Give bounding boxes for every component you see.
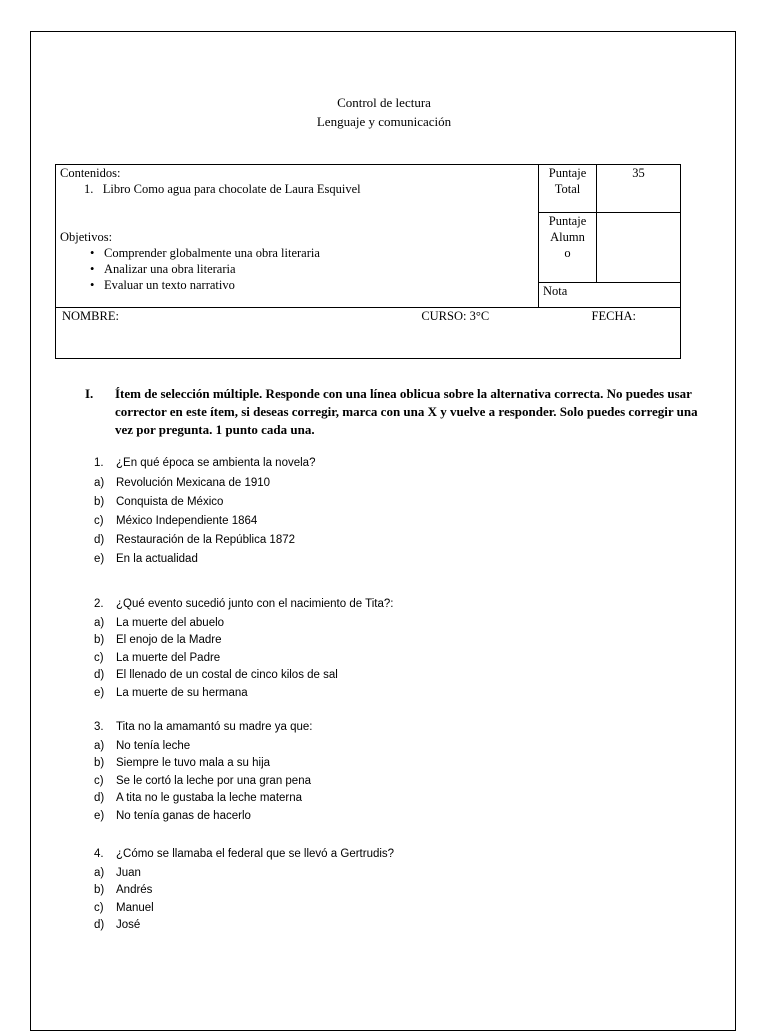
option-item[interactable] (94, 493, 594, 512)
objetivo-item: • Analizar una obra literaria (90, 261, 534, 277)
curso-label: CURSO: 3°C (421, 309, 490, 323)
objetivos-list (60, 245, 534, 293)
option-text: La muerte del Padre (116, 651, 221, 664)
option-item[interactable] (94, 808, 594, 826)
option-label: b) (94, 757, 105, 769)
option-item[interactable] (94, 667, 594, 685)
option-label: b) (94, 634, 105, 646)
nombre-label: NOMBRE: (62, 309, 119, 323)
nota-label: Nota (543, 284, 568, 299)
question-number: 4. (94, 848, 104, 860)
option-item[interactable] (94, 882, 594, 900)
question-number: 1. (94, 457, 104, 469)
puntaje-alumno-label (539, 212, 597, 283)
option-label: c) (94, 651, 104, 664)
question-number: 3. (94, 721, 104, 733)
option-item[interactable] (94, 550, 594, 569)
option-item[interactable] (94, 773, 594, 791)
puntaje-alumno-field[interactable] (597, 212, 681, 283)
option-text: Se le cortó la leche por una gran pena (116, 774, 311, 787)
option-text: A tita no le gustaba la leche materna (116, 792, 303, 804)
option-label: e) (94, 686, 105, 699)
option-text: El enojo de la Madre (116, 634, 222, 646)
option-label: a) (94, 616, 105, 629)
option-text: Siempre le tuvo mala a su hija (116, 757, 271, 769)
option-text: No tenía ganas de hacerlo (116, 809, 251, 822)
option-text: No tenía leche (116, 739, 191, 752)
option-item[interactable] (94, 738, 594, 756)
document-title: Control de lectura (337, 95, 431, 110)
option-label: b) (94, 496, 105, 508)
option-label: e) (94, 553, 105, 565)
question-block (94, 719, 594, 825)
fecha-label: FECHA: (591, 309, 636, 323)
option-text: El llenado de un costal de cinco kilos de sal (116, 669, 338, 681)
question-text: Tita no la amamantó su madre ya que: (116, 721, 313, 733)
option-item[interactable] (94, 685, 594, 703)
contenido-number: 1. (84, 182, 94, 196)
contents-cell (56, 165, 539, 308)
option-label: a) (94, 866, 105, 879)
puntaje-total-label (539, 165, 597, 213)
option-item[interactable] (94, 512, 594, 531)
option-text: Revolución Mexicana de 1910 (116, 477, 271, 489)
option-item[interactable] (94, 474, 594, 493)
option-label: d) (94, 919, 105, 931)
student-info-row (56, 308, 681, 359)
contenido-text: Libro Como agua para chocolate de Laura Esquivel (102, 182, 361, 196)
option-item[interactable] (94, 531, 594, 550)
question-block (94, 846, 594, 935)
option-item[interactable] (94, 790, 594, 808)
option-label: c) (94, 901, 104, 914)
puntaje-total-label-line1: Puntaje (548, 166, 587, 180)
objetivos-label: Objetivos: (60, 230, 113, 244)
option-item[interactable] (94, 917, 594, 935)
section-number: I. (85, 386, 94, 401)
puntaje-alumno-label-line1: Puntaje (548, 213, 587, 228)
option-text: Juan (116, 866, 141, 879)
option-text: La muerte del abuelo (116, 616, 225, 629)
option-item[interactable] (94, 755, 594, 773)
question-text: ¿En qué época se ambienta la novela? (116, 457, 316, 469)
objetivo-item: • Evaluar un texto narrativo (90, 277, 534, 293)
option-label: a) (94, 477, 105, 489)
option-text: En la actualidad (116, 553, 198, 565)
option-text: Andrés (116, 884, 153, 896)
option-item[interactable] (94, 650, 594, 668)
contenido-item (60, 181, 534, 197)
option-text: José (116, 919, 141, 931)
question-text: ¿Cómo se llamaba el federal que se llevó a Gertrudis? (116, 848, 395, 860)
question-text: ¿Qué evento sucedió junto con el nacimiento de Tita?: (116, 598, 394, 610)
option-label: c) (94, 515, 104, 527)
option-label: e) (94, 809, 105, 822)
option-text: La muerte de su hermana (116, 686, 248, 699)
puntaje-total-label-line2: Total (554, 182, 581, 196)
info-table (55, 164, 681, 359)
question-number: 2. (94, 598, 104, 610)
option-text: Restauración de la República 1872 (116, 534, 296, 546)
option-text: Conquista de México (116, 496, 224, 508)
puntaje-alumno-label-line2: Alumn (550, 229, 585, 244)
option-label: a) (94, 739, 105, 752)
instructions-text: Ítem de selección múltiple. Responde con una línea oblicua sobre la alternativa correcta. No puedes usar corrector en este ítem, si deseas corregir, marca con una X y vuelve a responder. Solo puedes corregir una vez por pregunta. 1 punto cada una. (115, 386, 698, 437)
question-block (94, 454, 594, 569)
nota-field[interactable] (539, 283, 681, 308)
question-block (94, 596, 594, 702)
option-label: d) (94, 534, 105, 546)
option-text: México Independiente 1864 (116, 515, 258, 527)
option-label: b) (94, 884, 105, 896)
option-text: Manuel (116, 901, 154, 914)
option-label: c) (94, 774, 104, 787)
option-item[interactable] (94, 900, 594, 918)
contenidos-label: Contenidos: (60, 166, 121, 180)
option-item[interactable] (94, 615, 594, 633)
option-item[interactable] (94, 632, 594, 650)
option-item[interactable] (94, 865, 594, 883)
option-label: d) (94, 669, 105, 681)
objetivo-item: • Comprender globalmente una obra literaria (90, 245, 534, 261)
puntaje-total-value: 35 (597, 165, 681, 213)
document-subtitle: Lenguaje y comunicación (316, 114, 452, 129)
section-instructions (85, 385, 700, 439)
option-label: d) (94, 792, 105, 804)
puntaje-alumno-label-line3: o (564, 245, 571, 260)
